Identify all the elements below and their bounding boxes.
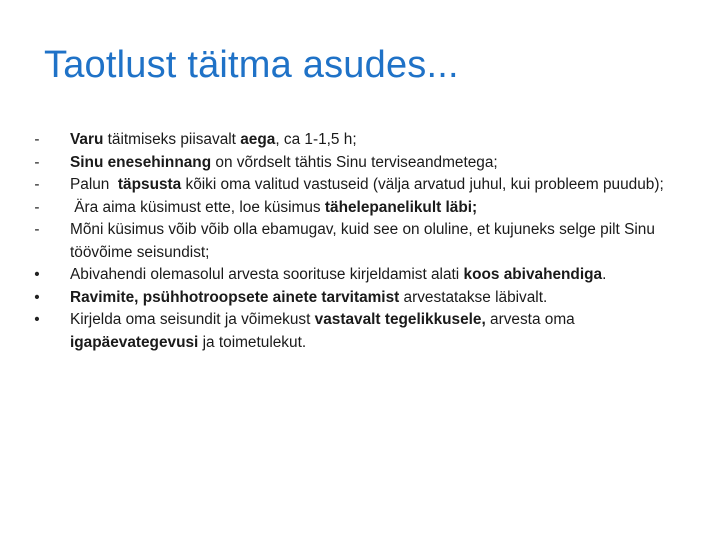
bullet-marker: - — [34, 198, 40, 216]
bullet-marker: • — [34, 288, 40, 306]
bullet-marker: • — [34, 266, 40, 283]
list-item — [28, 197, 692, 220]
text-segment: . — [602, 266, 607, 283]
list-item — [28, 219, 692, 264]
list-item — [28, 129, 692, 152]
text-segment: Ravimite, psühhotroopsete ainete tarvitamist — [70, 288, 400, 306]
text-segment: tähelepanelikult läbi; — [324, 198, 478, 216]
list-item-text — [70, 266, 606, 283]
list-item-text — [70, 311, 579, 351]
text-segment: arvestatakse läbivalt. — [399, 288, 548, 306]
list-item — [28, 309, 692, 354]
list-item — [28, 152, 692, 175]
list-item — [28, 287, 692, 310]
bullet-marker: - — [34, 153, 40, 171]
text-segment: täpsusta — [117, 176, 182, 193]
text-segment: täitmiseks piisavalt — [103, 131, 241, 148]
text-segment: on võrdselt tähtis Sinu terviseandmetega; — [211, 153, 498, 171]
text-segment: kõiki oma valitud vastuseid (välja arvatud juhul, kui probleem puudub); — [181, 176, 664, 193]
text-segment: vastavalt tegelikkusele, — [314, 311, 486, 328]
list-item-text — [70, 154, 498, 171]
list-item-text — [70, 131, 357, 148]
page-title: Taotlust täitma asudes... — [44, 44, 459, 86]
list-item-text — [70, 199, 477, 216]
text-segment: Varu — [70, 131, 104, 148]
list-item-text — [70, 176, 664, 193]
text-segment: Ära aima küsimust ette, loe küsimus — [70, 198, 325, 216]
list-item-text — [70, 289, 547, 306]
text-segment: igapäevategevusi — [70, 333, 199, 351]
text-segment: Palun — [70, 176, 118, 193]
text-segment: Sinu enesehinnang — [70, 153, 212, 171]
list-item-text — [70, 221, 659, 261]
list-item — [28, 174, 692, 197]
text-segment: Kirjelda oma seisundit ja võimekust — [70, 311, 315, 328]
text-segment: ja toimetulekut. — [198, 333, 307, 351]
instruction-list — [28, 129, 692, 354]
bullet-marker: • — [34, 311, 40, 328]
text-segment: koos abivahendiga — [463, 266, 603, 283]
text-segment: arvesta oma — [485, 311, 580, 328]
bullet-marker: - — [34, 176, 40, 193]
text-segment: Mõni küsimus võib võib olla ebamugav, kuid see on oluline, et kujuneks selge pilt Sinu töövõime seisundist; — [70, 221, 660, 261]
text-segment: , ca 1-1,5 h; — [275, 131, 357, 148]
list-item — [28, 264, 692, 287]
bullet-marker: - — [34, 131, 40, 148]
bullet-marker: - — [34, 221, 40, 238]
text-segment: Abivahendi olemasolul arvesta soorituse kirjeldamist alati — [70, 266, 464, 283]
text-segment: aega — [240, 131, 276, 148]
